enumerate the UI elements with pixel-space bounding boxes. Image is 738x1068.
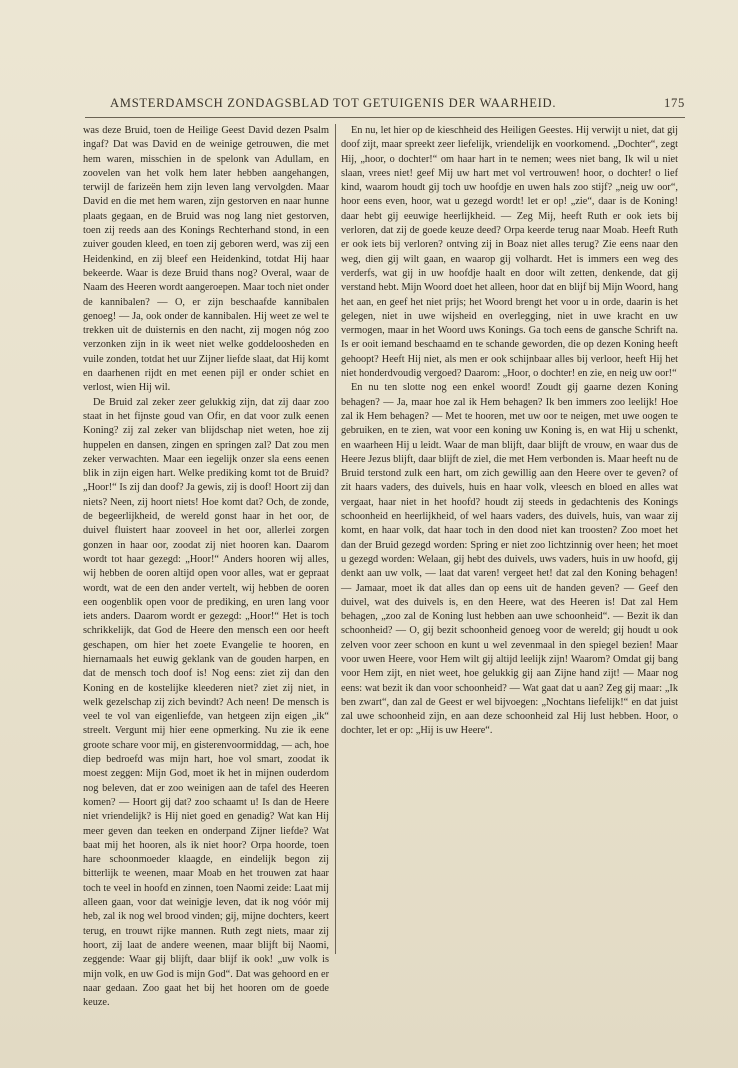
page-number: 175 bbox=[664, 96, 685, 110]
right-text-column bbox=[341, 124, 678, 739]
header-rule bbox=[85, 117, 685, 118]
running-header bbox=[110, 96, 685, 112]
paragraph: En nu, let hier op de kieschheid des Heiligen Geestes. Hij verwijt u niet, dat gij doof zijt, maar spreekt zeer liefelijk, vriendelijk en voorkomend. „Dochter“, zegt Hij, „hoor, o dochter!“ om haar hart in te nemen; wees niet bang, Ik wil u niet slaan, vrees niet! geef Mij uw hart met vol vertrouwen! hoor, o dochter! o lief kind, waarom houdt gij toch uw hoofdje en uwen hals zoo stijf? „neig uw oor“, hoor eens even, hoor, wat u gezegd wordt! let er op! „zie“, daar is de Koning! daar hebt gij eeuwige heerlijkheid. — Zeg Mij, heeft Ruth er ook iets bij verloren, dat zij de goede keuze deed? Orpa keerde terug naar Moab. Heeft Ruth er ook iets bij verloren? ontving zij in Boaz niet alles terug? Zie eens naar den weg, dien gij wilt gaan, en waarop gij volhardt. Het is immers een weg des verderfs, wat gij in uw hoofdje haalt en door wilt zetten, denkende, dat gij verstand hebt. Mijn Woord doet het alleen, hoor dat en blijf bij Mijn Woord, hang het aan, en geef het niet prijs; het Woord brengt het voor u in orde, daarin is het gelegen, niet in uwe wijsheid en overlegging, niet in uwe kracht en uw vermogen, maar in het Woord uws Konings. Ga toch eens de gansche Schrift na. Is er ooit iemand beschaamd en te schande geworden, die op dezen Koning heeft gehoopt? Heeft Hij niet, als men er ook schijnbaar alles bij verloor, heeft Hij het niet honderdvoudig vergoed? Daarom: „Hoor, o dochter! en zie, en neig uw oor!“ bbox=[341, 125, 678, 380]
paragraph: En nu ten slotte nog een enkel woord! Zoudt gij gaarne dezen Koning behagen? — Ja, maar hoe zal ik Hem behagen? Ik ben immers zoo leelijk! Hoe zal ik Hem behagen? — Met te hooren, met uw oor te neigen, met uwe oogen te gebruiken, en te zien, wat voor een koning uw Koning is, en wat Hij u schenkt, en waarheen Hij u leidt. Waar de man blijft, daar blijft de vrouw, en waar dus de Heere Jezus blijft, daar blijft de ziel, die met Hem verbonden is. Maar heeft nu de Bruid terstond zulk een hart, om zich gewillig aan den Heere over te geven? of zit haars vaders, des duivels, huis en haar volk, vleesch en bloed en alles wat vergaat, haar niet in het hoofd? houdt zij steeds in gedachtenis des Konings schoonheid en heerlijkheid, of wel haars vaders, des duivels, huis, van waar zij komt, en haar volk, dat haar toch in den dood niet kan troosten? Zoo moet het dan der Bruid gezegd worden: Spring er niet zoo lichtzinnig over heen; het moet u gezegd worden: Welaan, gij hebt des duivels, uws vaders, huis in uw hoofd, gij denkt aan uw volk, — laat dat varen! vergeet het! dat zal den Koning behagen! — Jamaar, moet ik dat alles dan op eens uit de handen geven? — Geef den duivel, wat des duivels is, en den Heere, wat des Heeren is! Dat zal Hem behagen, „zoo zal de Koning lust hebben aan uwe schoonheid“. — Bezit ik dan schoonheid? — O, gij bezit schoonheid genoeg voor de wereld; gij houdt u ook zelven voor zeer schoon en kunt u wel zevenmaal in den spiegel bezien! Maar voor uwen Heere, voor Hem wilt gij altijd leelijk zijn! Waarom? Omdat gij bang voor Hem zijt, en niet weet, hoe gelukkig gij aan Zijne hand zijt! — Maar nog eens: wat bezit ik dan voor schoonheid? — Wat gaat dat u aan? Zeg gij maar: „Ik ben zwart“, dan zal de Geest er wel bijvoegen: „Nochtans liefelijk!“ en dat juist zal uwe schoonheid zijn, en aan deze schoonheid zal Hij lust hebben. Hoor, o dochter, let er op: „Hij is uw Heere“. bbox=[341, 382, 678, 737]
publication-title: AMSTERDAMSCH ZONDAGSBLAD TOT GETUIGENIS DER WAARHEID. bbox=[110, 96, 557, 110]
column-divider bbox=[335, 124, 336, 954]
left-text-column bbox=[83, 124, 329, 1010]
paragraph: was deze Bruid, toen de Heilige Geest David dezen Psalm ingaf? Dat was David en de weinige getrouwen, die met hem waren, misschien in de spelonk van Adullam, en zoovelen van het volk hem later hebben aangehangen, terwijl de farizeën hem zijn leven lang vervolgden. Maar David en die met hem waren, zijn gestorven en naar hunne plaats gegaan, en de Bruid was nog lang niet gestorven, toen zij reeds aan des Konings Rechterhand stond, in een zuiver gouden kleed, en toen zij geboren werd, was zij een Heidenkind, en zij bleef een Heidenkind, totdat Hij haar bekeerde. Waar is deze Bruid thans nog? Overal, waar de Naam des Heeren wordt aangeroepen. Maar toch niet onder de kannibalen? — O, er zijn beschaafde kannibalen genoeg! — Ja, ook onder de kannibalen. Hij weet ze wel te trekken uit de duisternis en den nacht, zij mogen nóg zoo verzonken zijn in ik weet niet welke goddeloosheden en vuile zonden, totdat het uur Zijner liefde slaat, dat Hij komt en daarhenen rijdt en met eenen pijl er onder schiet en verlost, wien Hij wil. bbox=[83, 125, 329, 394]
paragraph: De Bruid zal zeker zeer gelukkig zijn, dat zij daar zoo staat in het fijnste goud van Ofir, en dat voor zulk eenen Koning? zij zal zeker van blijdschap niet weten, hoe zij huppelen en dansen, zingen en springen zal? Dat zou men zeker verwachten. Maar een iegelijk onzer sla eens eenen blik in zijn eigen hart. Welke prediking komt tot de Bruid? „Hoor!“ Is zij dan doof? Ja gewis, zij is doof! Hoort zij dan niets? Neen, zij hoort niets! Hoe komt dat? Och, de zonde, de begeerlijkheid, de wereld gonst haar in het oor, de duivel fluistert haar zooveel in het oor, allerlei zorgen gonzen in haar oor, zoodat zij niet hooren kan. Daarom wordt tot haar gezegd: „Hoor!“ Anders hooren wij alles, wij hebben de ooren altijd open voor alles, wat er gepraat wordt, wat de een den ander vertelt, wij hebben de ooren een oogenblik open voor de prediking, en uren lang voor iets anders. Daarom wordt er gezegd: „Hoor!“ Het is toch schrikkelijk, dat God de Heere den mensch een oor heeft geschapen, om hier het zoete Evangelie te hooren, en hiernamaals het euwig geklank van de gouden harpen, en dat de mensch toch doof is! Nog eens: ziet zij dan den Koning en de kostelijke kleederen niet? ziet zij niet, in welk gezelschap zij zich bevindt? Ach neen! De mensch is veel te vol van eigenliefde, van hetgeen zijn eigen „ik“ streelt. Vergunt mij hier eene opmerking. Nu zie ik eene groote schare voor mij, en gisterenvoormiddag, — ach, hoe diep bedroefd was mijn hart, hoe vol smart, zoodat ik moest zeggen: Mijn God, moet ik het in mijnen ouderdom nog beleven, dat er zoo weinigen aan de tafel des Heeren komen? — Hoort gij dat? zoo schaamt u! Is dan de Heere niet vriendelijk? is Hij niet goed en genadig? Wat kan Hij meer geven dan teeken en onderpand Zijner liefde? Wat baat mij het hooren, als ik niet hoor? Orpa hoorde, toen hare schoonmoeder klaagde, en eindelijk begon zij bitterlijk te weenen, maar Moab en het trouwen zat haar toch te veel in hoofd en zinnen, toen Naomi zeide: Laat mij alleen gaan, voor dat weinigje leven, dat ik nog vóór mij heb, zal ik nog wel brood vinden; gij, mijne dochters, keert terug, en trouwt rijke mannen. Ruth zegt niets, maar zij hoort, zij laat de andere weenen, maar blijft bij Naomi, zeggende: Waar gij blijft, daar blijf ik ook! „uw volk is mijn volk, en uw God is mijn God“. Dat was gehoord en er naar gedaan. Zoo gaat het bij het hooren om de goede keuze. bbox=[83, 396, 329, 1009]
